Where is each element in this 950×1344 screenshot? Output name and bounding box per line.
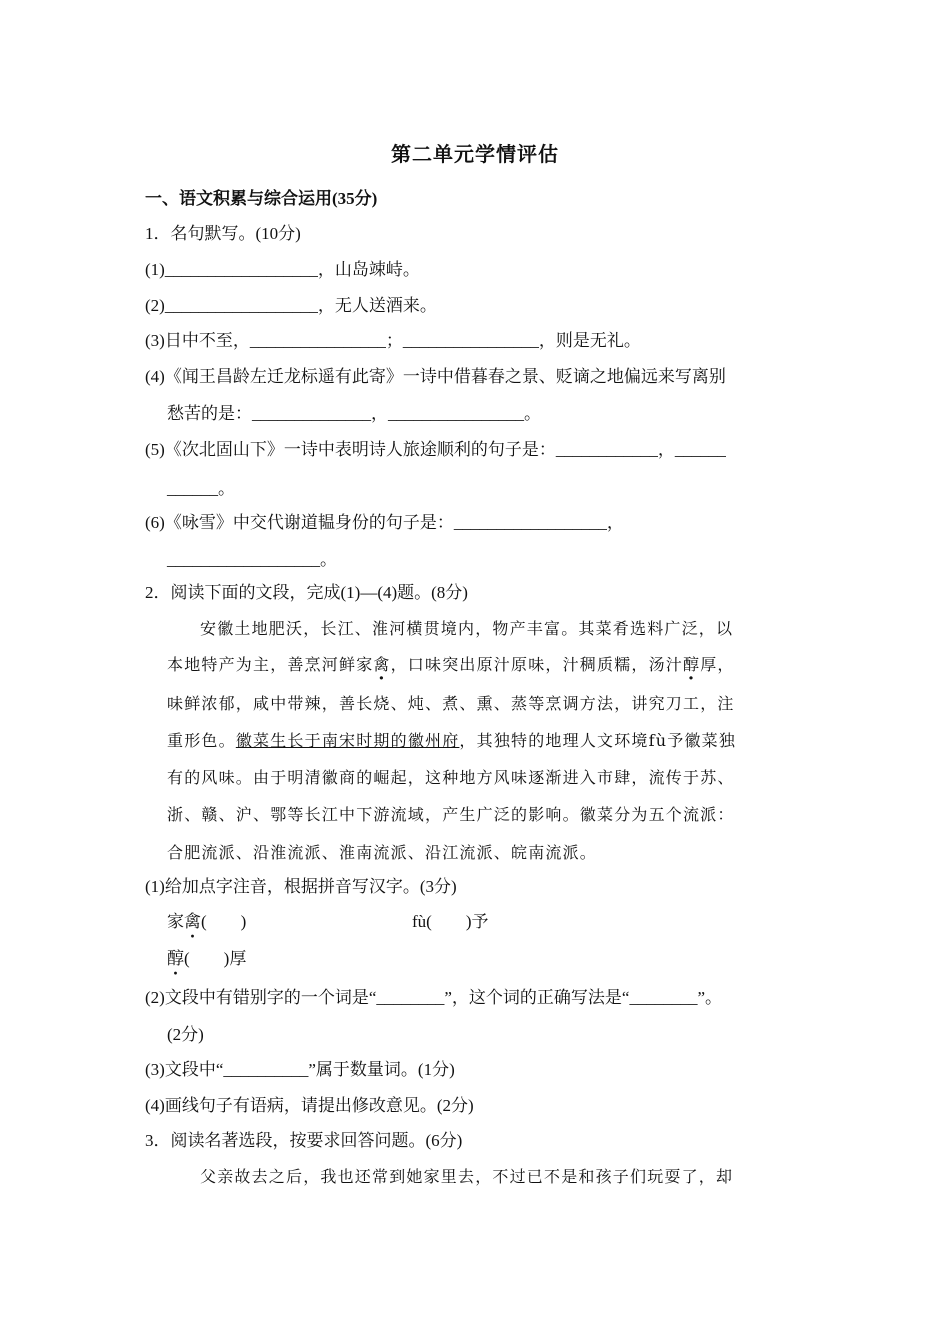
- question-1-heading: 1．名句默写。(10分): [145, 224, 301, 243]
- passage-line: [167, 729, 736, 753]
- page-title: 第二单元学情评估: [391, 144, 559, 166]
- q2-sub-3: (3)文段中“__________”属于数量词。(1分): [145, 1060, 455, 1079]
- q2-sub-2-score: (2分): [167, 1025, 204, 1044]
- passage-line: 父亲故去之后，我也还常到她家里去，不过已不是和孩子们玩耍了，却: [200, 1167, 734, 1186]
- q1-item-5: (5)《次北固山下》一诗中表明诗人旅途顺利的句子是：____________，______: [145, 440, 726, 459]
- q1-item-4: (4)《闻王昌龄左迁龙标遥有此寄》一诗中借暮春之景、贬谪之地偏远来写离别: [145, 367, 726, 386]
- passage-text: ，其独特的地理人文环境fù予徽菜独: [459, 731, 737, 750]
- q1-item-1: (1)__________________，山岛竦峙。: [145, 260, 420, 279]
- q1-item-6: (6)《咏雪》中交代谢道韫身份的句子是：__________________，: [145, 513, 624, 532]
- passage-line: 有的风味。由于明清徽商的崛起，这种地方风味逐渐进入市肆，流传于苏、: [167, 768, 735, 787]
- question-2-heading: 2．阅读下面的文段，完成(1)—(4)题。(8分): [145, 583, 468, 602]
- q1-item-2: (2)__________________，无人送酒来。: [145, 296, 437, 315]
- passage-text: ，口味突出原汁原味，汁稠质糯，汤汁: [390, 655, 684, 674]
- question-3-heading: 3．阅读名著选段，按要求回答问题。(6分): [145, 1131, 463, 1150]
- passage-line: 安徽土地肥沃，长江、淮河横贯境内，物产丰富。其菜肴选料广泛，以: [200, 619, 734, 638]
- dotted-char: 禽: [373, 655, 391, 674]
- q1-item-6-cont: __________________。: [167, 550, 337, 569]
- q1-item-5-cont: ______。: [167, 479, 235, 498]
- passage-line: [167, 653, 735, 677]
- answer-blank: ( ): [201, 912, 247, 931]
- q1-item-4-cont: 愁苦的是：______________，________________。: [167, 404, 541, 423]
- q1-item-3: (3)日中不至，________________；________________，则是无礼。: [145, 331, 641, 350]
- pinyin-item: [167, 947, 246, 971]
- underlined-sentence: 徽菜生长于南宋时期的徽州府: [235, 731, 460, 750]
- q2-sub-4: (4)画线句子有语病，请提出修改意见。(2分): [145, 1096, 474, 1115]
- passage-text: 本地特产为主，善烹河鲜家: [167, 655, 374, 674]
- pinyin-item: fù( )予: [412, 912, 489, 931]
- item-text: 家: [167, 912, 184, 931]
- passage-line: 合肥流派、沿淮流派、淮南流派、沿江流派、皖南流派。: [167, 843, 598, 862]
- q2-sub-1: (1)给加点字注音，根据拼音写汉字。(3分): [145, 877, 457, 896]
- pinyin-item: [167, 910, 246, 934]
- section-heading: 一、语文积累与综合运用(35分): [145, 189, 378, 208]
- dotted-char: 醇: [167, 949, 184, 968]
- passage-text: 重形色。: [167, 731, 236, 750]
- answer-blank: ( )厚: [184, 949, 247, 968]
- q2-sub-2: (2)文段中有错别字的一个词是“________”，这个词的正确写法是“________”。: [145, 988, 723, 1007]
- passage-text: 厚，: [700, 655, 735, 674]
- dotted-char: 醇: [683, 655, 701, 674]
- passage-line: 味鲜浓郁，咸中带辣，善长烧、炖、煮、熏、蒸等烹调方法，讲究刀工，注: [167, 694, 735, 713]
- dotted-char: 禽: [184, 912, 201, 931]
- passage-line: 浙、赣、沪、鄂等长江中下游流域，产生广泛的影响。徽菜分为五个流派：: [167, 805, 735, 824]
